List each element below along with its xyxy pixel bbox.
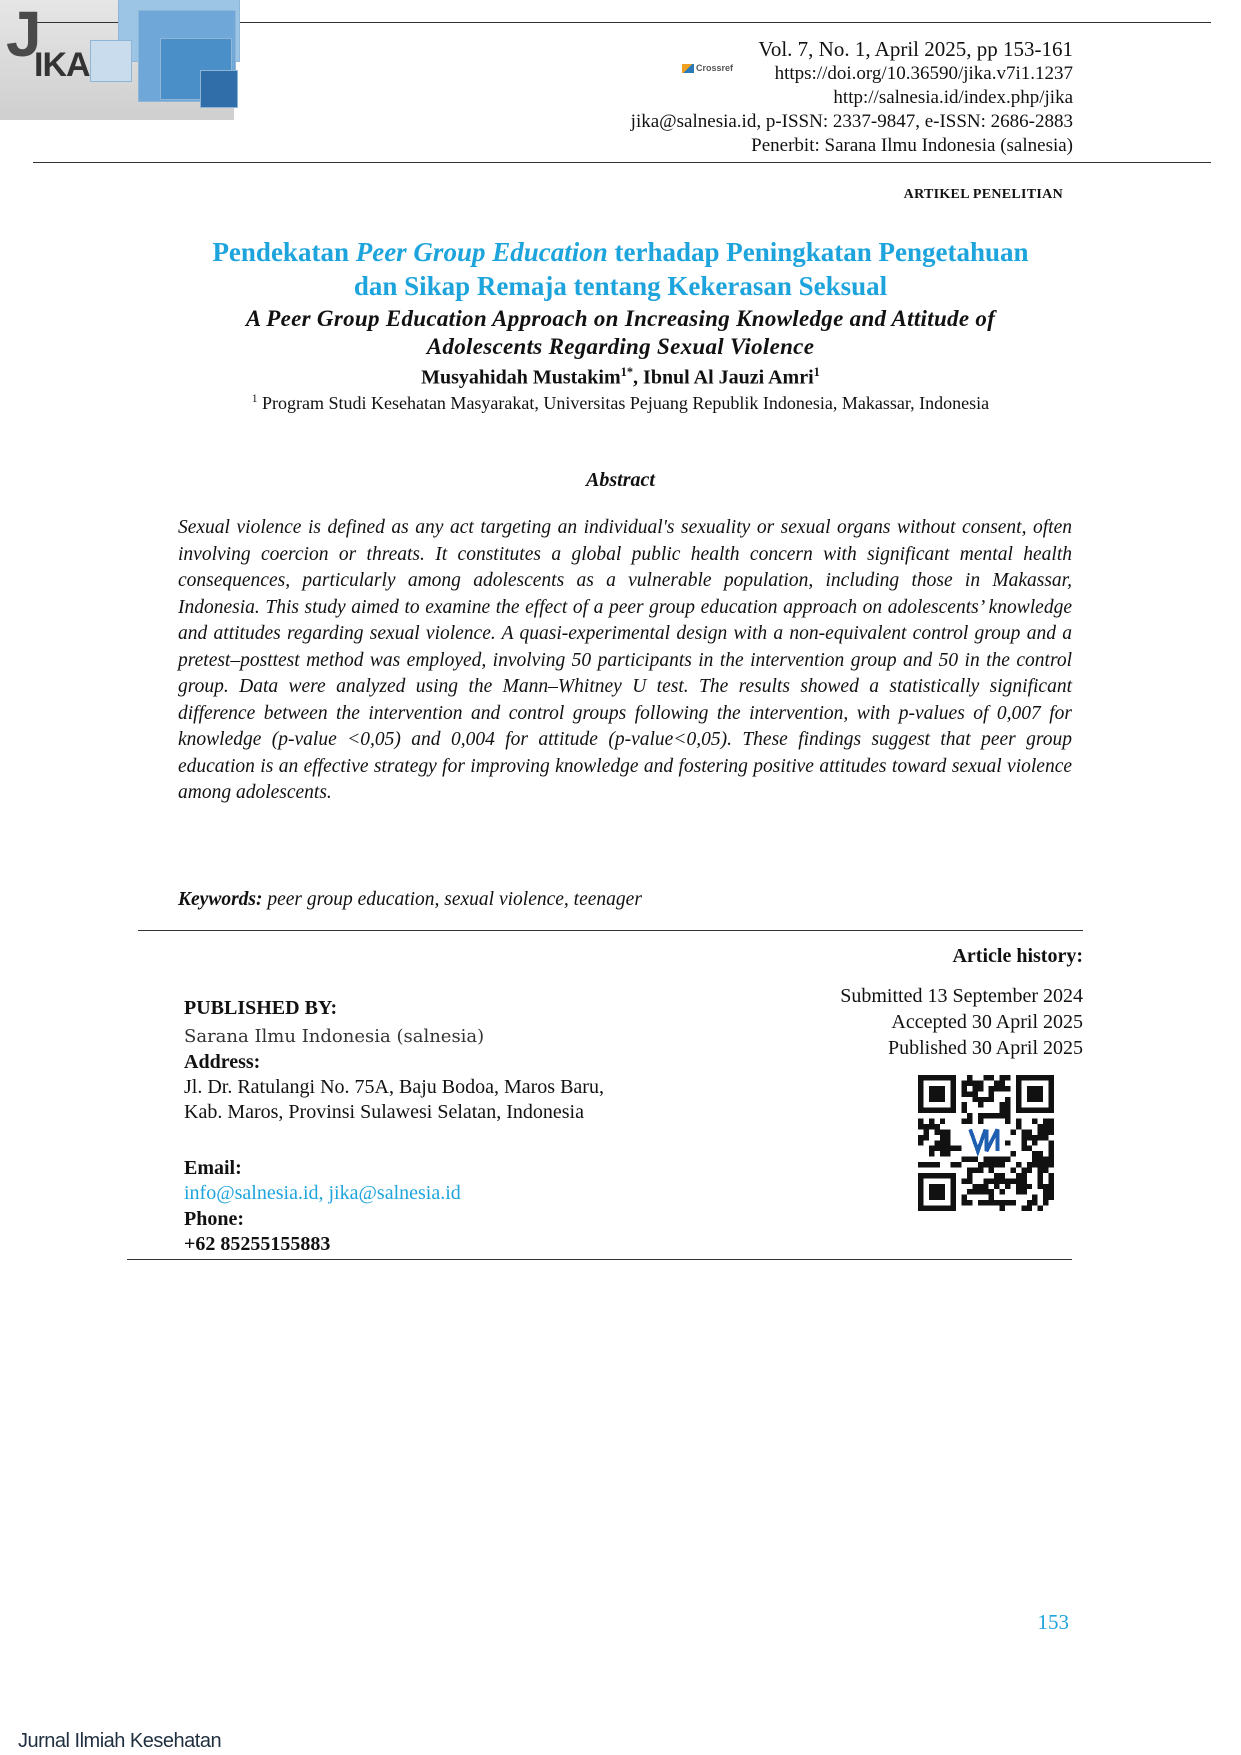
- page-number: 153: [1037, 1610, 1069, 1634]
- qr-center-logo-icon: [967, 1124, 1005, 1157]
- address-label: Address:: [184, 1051, 261, 1073]
- qr-code[interactable]: [918, 1075, 1054, 1211]
- address-line1: Jl. Dr. Ratulangi No. 75A, Baju Bodoa, Maros Baru,: [184, 1076, 604, 1098]
- phone-label: Phone:: [184, 1208, 244, 1230]
- publisher-line: Penerbit: Sarana Ilmu Indonesia (salnesia): [751, 135, 1073, 156]
- publisher-name: Sarana Ilmu Indonesia (salnesia): [184, 1026, 485, 1047]
- published-date: Published 30 April 2025: [887, 1037, 1083, 1059]
- crossref-icon: [682, 64, 694, 73]
- abstract-heading: Abstract: [586, 469, 655, 491]
- english-title-line1: A Peer Group Education Approach on Increasing Knowledge and Attitude of: [245, 306, 996, 331]
- phone-number: +62 85255155883: [184, 1233, 331, 1255]
- published-by-label: PUBLISHED BY:: [184, 997, 338, 1019]
- english-title-line2: Adolescents Regarding Sexual Violence: [426, 334, 815, 359]
- header-bottom-rule: [33, 162, 1211, 163]
- journal-volume: Vol. 7, No. 1, April 2025, pp 153-161: [758, 37, 1073, 61]
- author-list: Musyahidah Mustakim$^{1*}$, Ibnul Al Jauzi Amri$^1$: [421, 365, 820, 389]
- journal-logo: J IKA Jurnal Ilmiah Kesehatan: [0, 0, 234, 120]
- info-bottom-rule: [127, 1259, 1072, 1260]
- email-links[interactable]: info@salnesia.id, jika@salnesia.id: [184, 1182, 461, 1204]
- article-type: ARTIKEL PENELITIAN: [903, 187, 1063, 202]
- issn-line: jika@salnesia.id, p-ISSN: 2337-9847, e-ISSN: 2686-2883: [630, 111, 1073, 132]
- submitted-date: Submitted 13 September 2024: [840, 985, 1083, 1007]
- email-label: Email:: [184, 1157, 242, 1179]
- address-line2: Kab. Maros, Provinsi Sulawesi Selatan, Indonesia: [184, 1101, 584, 1123]
- keywords: Keywords: peer group education, sexual violence, teenager: [178, 889, 642, 910]
- article-title-line1: Pendekatan Peer Group Education terhadap Peningkatan Pengetahuan: [212, 237, 1029, 267]
- journal-url-link[interactable]: http://salnesia.id/index.php/jika: [833, 87, 1073, 108]
- abstract-text: Sexual violence is defined as any act targeting an individual's sexuality or sexual organs without consent, often involving coercion or threats. It constitutes a global public health concern with significant mental health consequences, particularly among adolescents as a vulnerable population, including those in Makassar, Indonesia. This study aimed to examine the effect of a peer group education approach on adolescents’ knowledge and attitudes regarding sexual violence. A quasi-experimental design with a non-equivalent control group and a pretest–posttest method was employed, involving 50 participants in the intervention group and 50 in the control group. Data were analyzed using the Mann–Whitney U test. The results showed a statistically significant difference between the intervention and control groups following the intervention, with p-values of 0,007 for knowledge (p-value <0,05) and 0,004 for attitude (p-value<0,05). These findings suggest that peer group education is an effective strategy for improving knowledge and fostering positive attitudes toward sexual violence among adolescents.: [178, 517, 1072, 803]
- article-history-heading: Article history:: [952, 945, 1083, 967]
- affiliation: $^1$ Program Studi Kesehatan Masyarakat, Universitas Pejuang Republik Indonesia, Makassar, Indonesia: [251, 393, 990, 413]
- article-title-line2: dan Sikap Remaja tentang Kekerasan Seksual: [353, 271, 888, 301]
- info-top-rule: [138, 930, 1083, 931]
- accepted-date: Accepted 30 April 2025: [891, 1011, 1083, 1033]
- doi-link[interactable]: https://doi.org/10.36590/jika.v7i1.1237: [774, 63, 1073, 84]
- crossref-badge[interactable]: Crossref: [682, 63, 733, 73]
